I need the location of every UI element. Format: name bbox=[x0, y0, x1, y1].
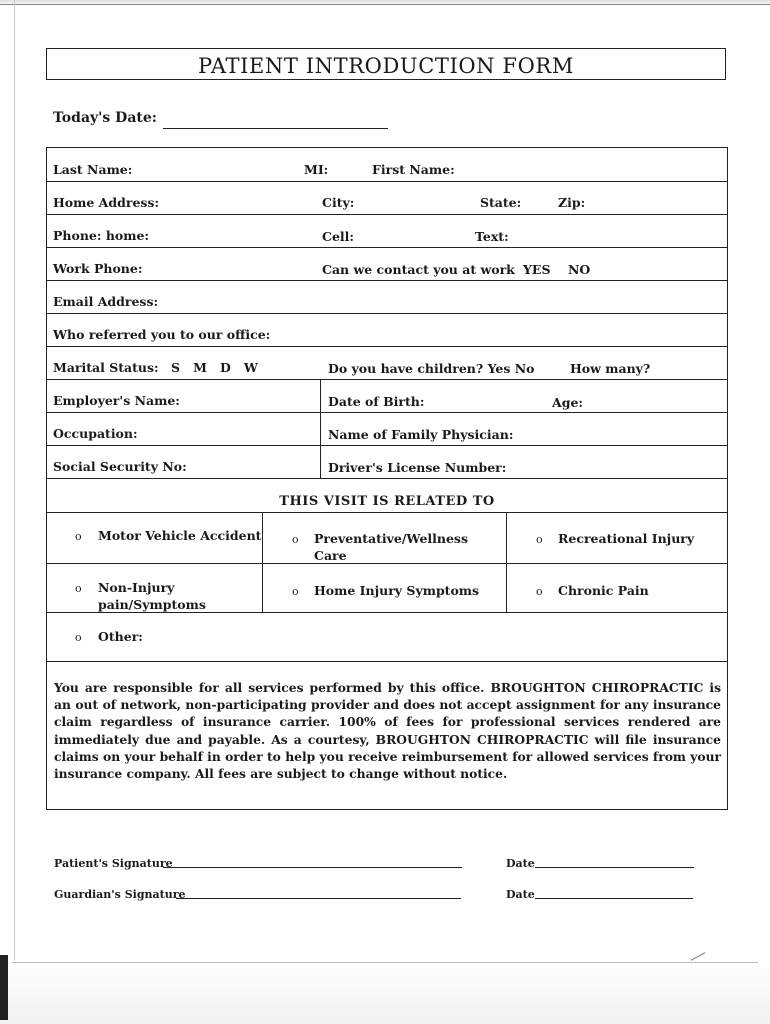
guardian-date-label: Date bbox=[506, 888, 535, 901]
marital-options[interactable]: S M D W bbox=[171, 360, 258, 375]
age-label: Age: bbox=[552, 395, 584, 410]
patient-signature-field[interactable] bbox=[163, 867, 462, 868]
family-physician-label: Name of Family Physician: bbox=[328, 427, 514, 442]
scan-left-edge bbox=[14, 0, 15, 1000]
radio-icon[interactable]: o bbox=[75, 530, 82, 543]
home-address-label: Home Address: bbox=[53, 195, 160, 210]
text-label: Text: bbox=[475, 229, 509, 244]
row-divider bbox=[47, 661, 727, 662]
contact-at-work-label: Can we contact you at work bbox=[322, 262, 515, 277]
patient-signature-label: Patient's Signature bbox=[54, 857, 173, 870]
state-label: State: bbox=[480, 195, 522, 210]
radio-icon[interactable]: o bbox=[75, 631, 82, 644]
cell-label: Cell: bbox=[322, 229, 355, 244]
guardian-signature-field[interactable] bbox=[176, 898, 461, 899]
drivers-license-label: Driver's License Number: bbox=[328, 460, 507, 475]
option-non-injury[interactable]: Non-Injury pain/Symptoms bbox=[98, 580, 206, 612]
contact-yes-option[interactable]: YES bbox=[523, 262, 551, 277]
row-divider bbox=[47, 512, 727, 513]
occupation-label: Occupation: bbox=[53, 426, 138, 441]
form-title: PATIENT INTRODUCTION FORM bbox=[198, 54, 574, 78]
guardian-signature-label: Guardian's Signature bbox=[54, 888, 186, 901]
marital-status-label: Marital Status: bbox=[53, 360, 159, 375]
scan-top-shadow bbox=[0, 0, 770, 6]
row-divider bbox=[47, 478, 727, 479]
patient-date-field[interactable] bbox=[535, 867, 694, 868]
scan-top-edge bbox=[0, 4, 770, 5]
employer-label: Employer's Name: bbox=[53, 393, 180, 408]
visit-section-title: THIS VISIT IS RELATED TO bbox=[279, 494, 495, 509]
guardian-date-field[interactable] bbox=[535, 898, 693, 899]
scan-bottom-shadow bbox=[0, 960, 770, 1024]
option-recreational-injury[interactable]: Recreational Injury bbox=[558, 531, 695, 546]
mi-label: MI: bbox=[304, 162, 329, 177]
row-divider bbox=[47, 379, 727, 380]
contact-no-option[interactable]: NO bbox=[568, 262, 591, 277]
row-divider bbox=[47, 214, 727, 215]
row-divider bbox=[47, 445, 727, 446]
patient-date-label: Date bbox=[506, 857, 535, 870]
todays-date-field[interactable] bbox=[163, 128, 388, 129]
ssn-label: Social Security No: bbox=[53, 459, 187, 474]
children-question[interactable]: Do you have children? Yes No bbox=[328, 361, 535, 376]
row-divider bbox=[47, 181, 727, 182]
row-divider bbox=[47, 247, 727, 248]
option-other[interactable]: Other: bbox=[98, 629, 143, 644]
option-home-injury[interactable]: Home Injury Symptoms bbox=[314, 583, 480, 598]
option-chronic-pain[interactable]: Chronic Pain bbox=[558, 583, 649, 598]
option-preventative-wellness[interactable]: Preventative/Wellness Care bbox=[314, 531, 469, 563]
phone-home-label: Phone: home: bbox=[53, 228, 150, 243]
referred-label: Who referred you to our office: bbox=[53, 327, 271, 342]
radio-icon[interactable]: o bbox=[536, 585, 543, 598]
radio-icon[interactable]: o bbox=[75, 582, 82, 595]
dob-label: Date of Birth: bbox=[328, 394, 425, 409]
work-phone-label: Work Phone: bbox=[53, 261, 143, 276]
scan-bottom-left-edge bbox=[0, 955, 8, 1020]
financial-policy-notice: You are responsible for all services performed by this office. BROUGHTON CHIROPRACTIC is an out of network, non-participating provider and does not accept assignment for any insurance claim regardless of insurance carrier. 100% of fees for professional services rendered are immediately due and payable. As a courtesy, BROUGHTON CHIROPRACTIC will file insurance claims on your behalf in order to help you receive reimbursement for allowed services from your insurance company. All fees are subject to change without notice. bbox=[54, 680, 721, 782]
column-divider bbox=[506, 512, 507, 612]
scan-bottom-rule bbox=[12, 962, 758, 963]
option-motor-vehicle-accident[interactable]: Motor Vehicle Accident bbox=[98, 528, 262, 543]
row-divider bbox=[47, 346, 727, 347]
row-divider bbox=[47, 280, 727, 281]
form-title-box bbox=[46, 48, 726, 80]
radio-icon[interactable]: o bbox=[292, 533, 299, 546]
zip-label: Zip: bbox=[558, 195, 586, 210]
first-name-label: First Name: bbox=[372, 162, 455, 177]
row-divider bbox=[47, 412, 727, 413]
city-label: City: bbox=[322, 195, 355, 210]
radio-icon[interactable]: o bbox=[536, 533, 543, 546]
column-divider bbox=[320, 379, 321, 478]
todays-date-label: Today's Date: bbox=[53, 110, 157, 126]
how-many-label: How many? bbox=[570, 361, 651, 376]
patient-info-table bbox=[46, 147, 728, 810]
row-divider bbox=[47, 313, 727, 314]
email-label: Email Address: bbox=[53, 294, 159, 309]
last-name-label: Last Name: bbox=[53, 162, 133, 177]
radio-icon[interactable]: o bbox=[292, 585, 299, 598]
